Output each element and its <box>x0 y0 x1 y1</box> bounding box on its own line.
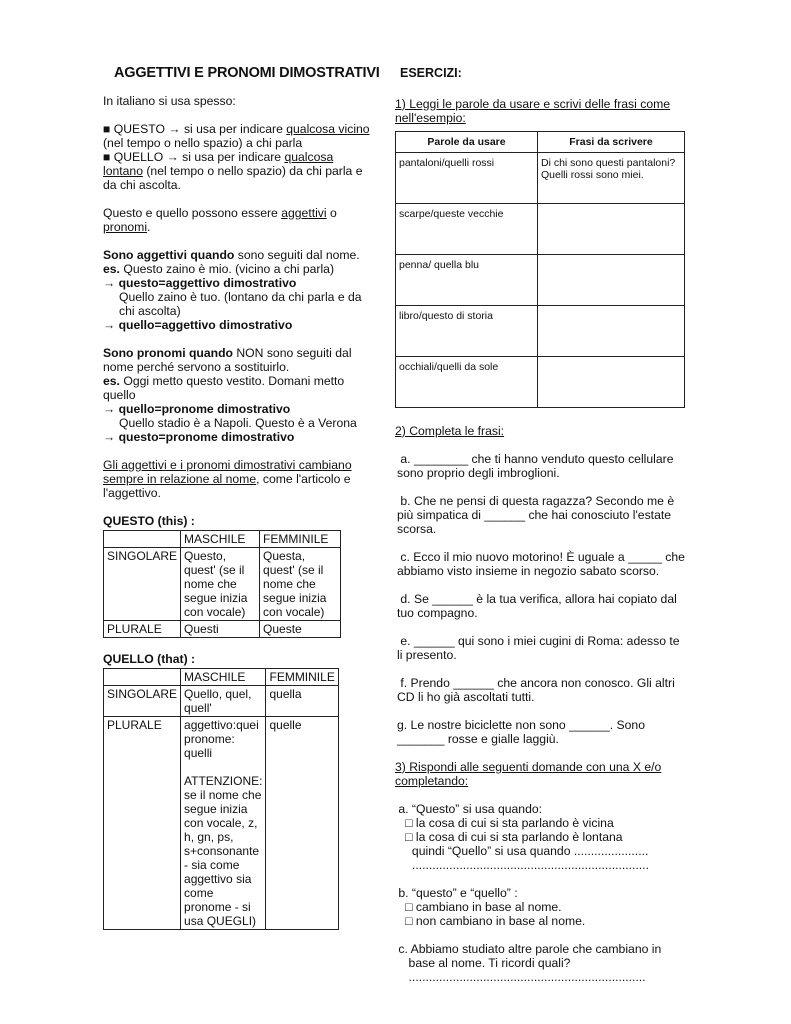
questo-table-cell: PLURALE <box>104 621 181 638</box>
questo-table-cell: Questa, quest' (se il nome che segue inizia con vocale) <box>260 548 341 621</box>
ex1-table-cell[interactable] <box>538 306 685 357</box>
quello-table-cell: SINGOLARE <box>104 686 181 717</box>
ex3-a-question: a. “Questo” si usa quando: <box>395 802 543 816</box>
questo-table-cell: Queste <box>260 621 341 638</box>
questo-header-row <box>104 531 341 548</box>
quello-def-post: (nel tempo o nello spazio) da chi parla e da chi ascolta. <box>103 164 363 192</box>
ex1-table-cell[interactable] <box>538 357 685 408</box>
quello-table-cell: PLURALE <box>104 717 181 930</box>
ex1-header-cell: Parole da usare <box>396 132 538 153</box>
change-underlined: Gli aggettivi e i pronomi dimostrativi cambiano sempre in relazione al nome <box>103 458 352 486</box>
quello-table-heading: QUELLO (that) : <box>103 652 196 666</box>
ex2-section <box>395 424 689 746</box>
questo-definition <box>103 122 373 150</box>
questo-table-cell: Questo, quest' (se il nome che segue inizia con vocale) <box>181 548 260 621</box>
aggettivi-example-2: Quello zaino è tuo. (lontano da chi parla e da chi ascolta) <box>119 290 362 318</box>
aggettivi-rule-1: → questo=aggettivo dimostrativo <box>103 276 297 290</box>
ex1-table-row <box>396 153 685 204</box>
ex2-item[interactable]: a. ________ che ti hanno venduto questo cellulare sono proprio degli imbroglioni. <box>397 452 677 480</box>
pronomi-section <box>103 346 373 444</box>
ex2-item[interactable]: c. Ecco il mio nuovo motorino! È uguale a _____ che abbiamo visto insieme in negozio sabato scorso. <box>397 550 689 578</box>
quello-table-cell: quella <box>266 686 338 717</box>
ex1-table-row <box>396 204 685 255</box>
both-pre: Questo e quello possono essere <box>103 206 282 220</box>
ex2-item[interactable]: b. Che ne pensi di questa ragazza? Secondo me è più simpatica di ______ che hai conosciuto l'estate scorsa. <box>397 494 678 536</box>
page-title: AGGETTIVI E PRONOMI DIMOSTRATIVI <box>114 65 380 81</box>
quello-header-cell: FEMMINILE <box>266 669 338 686</box>
questo-def-pre: ■ QUESTO → si usa per indicare <box>103 122 287 136</box>
ex2-item[interactable]: e. ______ qui sono i miei cugini di Roma: adesso te li presento. <box>397 634 683 662</box>
questo-table-heading: QUESTO (this) : <box>103 514 195 528</box>
questo-table-row <box>104 548 341 621</box>
ex1-table-cell: Di chi sono questi pantaloni? Quelli rossi sono miei. <box>538 153 685 204</box>
ex3-b-question: b. “questo” e “quello” : <box>395 886 518 900</box>
ex1-table <box>395 131 685 408</box>
ex3-c-question: c. Abbiamo studiato altre parole che cambiano in <box>395 942 662 956</box>
ex1-table-cell[interactable] <box>538 204 685 255</box>
ex1-instruction: 1) Leggi le parole da usare e scrivi delle frasi come nell'esempio: <box>395 97 671 125</box>
pronomi-example-1: Oggi metto questo vestito. Domani metto quello <box>103 374 345 402</box>
questo-def-underlined: qualcosa vicino <box>286 122 370 136</box>
ex2-item[interactable]: d. Se ______ è la tua verifica, allora hai copiato dal tuo compagno. <box>397 592 681 620</box>
ex3-c-line[interactable]: ...................................................................... <box>395 970 646 984</box>
ex2-item[interactable]: g. Le nostre biciclette non sono ______. Sono _______ rosse e gialle laggiù. <box>397 718 649 746</box>
ex2-item[interactable]: f. Prendo ______ che ancora non conosco. Gli altri CD li ho già ascoltati tutti. <box>397 676 679 704</box>
ex1-table-cell: scarpe/queste vecchie <box>396 204 538 255</box>
questo-header-cell: MASCHILE <box>181 531 260 548</box>
ex1-table-row <box>396 357 685 408</box>
ex1-table-cell: occhiali/quelli da sole <box>396 357 538 408</box>
ex3-c-question-2: base al nome. Ti ricordi quali? <box>395 956 571 970</box>
intro-text: In italiano si usa spesso: <box>103 94 236 108</box>
ex1-header-row <box>396 132 685 153</box>
quello-def-underlined: qualcosa lontano <box>103 150 334 178</box>
ex1-table-cell: pantaloni/quelli rossi <box>396 153 538 204</box>
ex1-header-cell: Frasi da scrivere <box>538 132 685 153</box>
aggettivi-example-1: Questo zaino è mio. (vicino a chi parla) <box>119 262 335 276</box>
quello-definition <box>103 150 373 192</box>
ex3-b-option-2[interactable]: □ non cambiano in base al nome. <box>395 914 586 928</box>
ex3-a-line-2[interactable]: ...................................................................... <box>395 858 649 872</box>
both-pronomi: pronomi <box>103 220 148 234</box>
quello-table-cell: Quello, quel, quell' <box>181 686 266 717</box>
quello-table-row <box>104 717 339 930</box>
exercises-column <box>395 66 689 984</box>
aggettivi-heading-rest: sono seguiti dal nome. <box>234 248 360 262</box>
theory-column <box>103 65 380 930</box>
exercises-title: ESERCIZI: <box>400 66 462 80</box>
quello-header-cell <box>104 669 181 686</box>
both-post: . <box>147 220 151 234</box>
questo-table-cell: SINGOLARE <box>104 548 181 621</box>
both-aggettivi: aggettivi <box>281 206 327 220</box>
quello-table-cell: quelle <box>266 717 338 930</box>
ex1-table-cell: penna/ quella blu <box>396 255 538 306</box>
questo-table <box>103 530 341 638</box>
ex1-table-cell: libro/questo di storia <box>396 306 538 357</box>
pronomi-rule-2: → questo=pronome dimostrativo <box>103 430 295 444</box>
aggettivi-section <box>103 248 373 332</box>
ex3-a-option-1[interactable]: □ la cosa di cui si sta parlando è vicina <box>395 816 614 830</box>
ex3-instruction: 3) Rispondi alle seguenti domande con una X e/o completando: <box>395 760 662 788</box>
both-mid: o <box>326 206 337 220</box>
ex2-instruction: 2) Completa le frasi: <box>395 424 505 438</box>
change-post: , come l'articolo e l'aggettivo. <box>103 472 351 500</box>
aggettivi-heading: Sono aggettivi quando <box>103 248 235 262</box>
ex1-table-row <box>396 255 685 306</box>
questo-header-cell: FEMMINILE <box>260 531 341 548</box>
change-text <box>103 458 373 500</box>
pronomi-heading-rest: NON sono seguiti dal nome perché servono a sostituirlo. <box>103 346 352 374</box>
quello-header-row <box>104 669 339 686</box>
quello-def-pre: ■ QUELLO → si usa per indicare <box>103 150 285 164</box>
ex3-b-option-1[interactable]: □ cambiano in base al nome. <box>395 900 562 914</box>
pronomi-es-label: es. <box>103 374 120 388</box>
ex1-table-cell[interactable] <box>538 255 685 306</box>
quello-header-cell: MASCHILE <box>181 669 266 686</box>
aggettivi-rule-2: → quello=aggettivo dimostrativo <box>103 318 293 332</box>
questo-table-row <box>104 621 341 638</box>
pronomi-example-2: Quello stadio è a Napoli. Questo è a Verona <box>119 416 357 430</box>
aggettivi-es-label: es. <box>103 262 120 276</box>
both-text <box>103 206 373 234</box>
questo-def-post: (nel tempo o nello spazio) a chi parla <box>103 136 303 150</box>
pronomi-heading: Sono pronomi quando <box>103 346 233 360</box>
questo-table-cell: Questi <box>181 621 260 638</box>
ex3-a-line-1[interactable]: quindi “Quello” si usa quando ...................... <box>395 844 649 858</box>
quello-table-cell: aggettivo:quei pronome: quelli ATTENZIONE: se il nome che segue inizia con vocale, z, h, gn, ps, s+consonante - sia come aggettivo sia come pronome - si usa QUEGLI) <box>181 717 266 930</box>
quello-table-row <box>104 686 339 717</box>
ex3-section <box>395 760 685 984</box>
quello-table <box>103 668 339 930</box>
ex3-a-option-2[interactable]: □ la cosa di cui si sta parlando è lontana <box>395 830 623 844</box>
questo-header-cell <box>104 531 181 548</box>
ex1-table-row <box>396 306 685 357</box>
pronomi-rule-1: → quello=pronome dimostrativo <box>103 402 291 416</box>
